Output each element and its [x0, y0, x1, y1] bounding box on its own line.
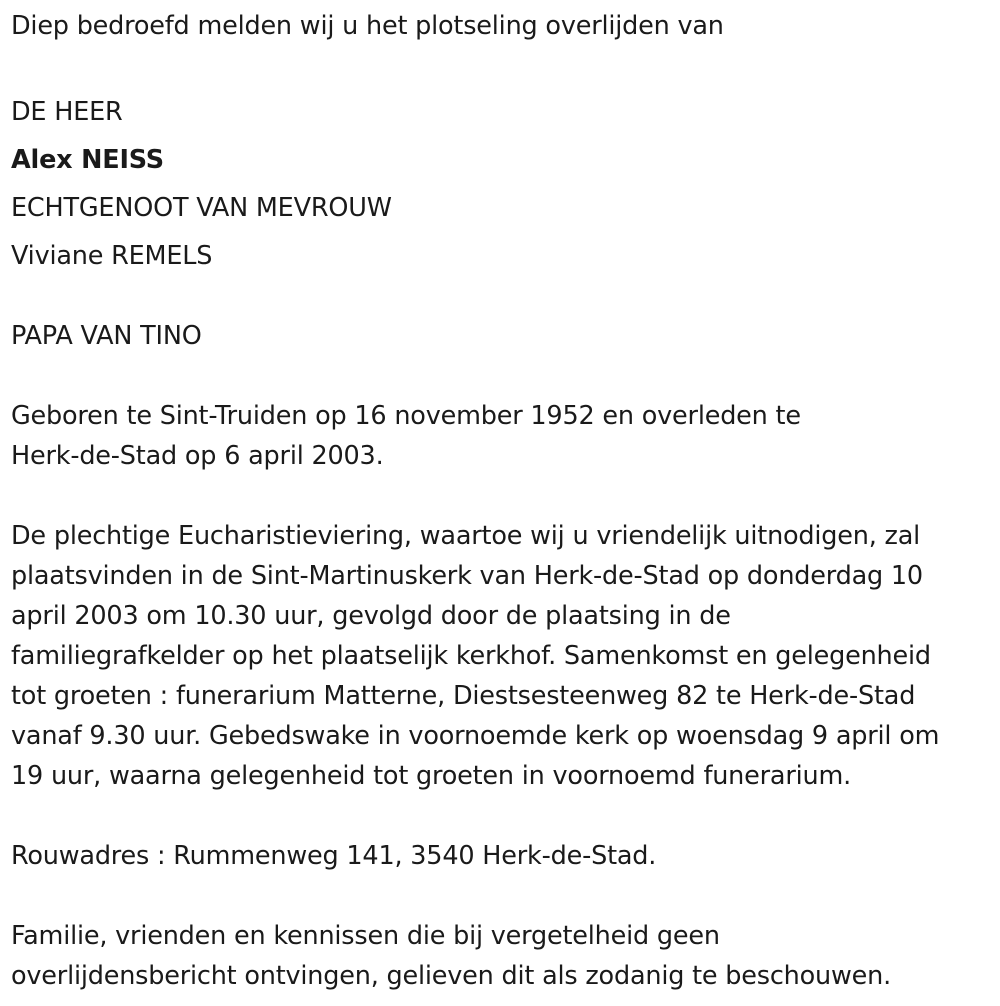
ceremony-line: plaatsvinden in de Sint-Martinuskerk van Herk-de-Stad op donderdag 10 — [11, 561, 923, 591]
ceremony-line: De plechtige Eucharistieviering, waartoe wij u vriendelijk uitnodigen, zal — [11, 521, 921, 551]
spacer — [11, 46, 996, 86]
mourning-address: Rouwadres : Rummenweg 141, 3540 Herk-de-Stad. — [11, 841, 657, 871]
ceremony-line: 19 uur, waarna gelegenheid tot groeten in voornoemd funerarium. — [11, 761, 852, 791]
ceremony-line: vanaf 9.30 uur. Gebedswake in voornoemde kerk op woensdag 9 april om — [11, 721, 940, 751]
deceased-name: Alex NEISS — [11, 145, 164, 175]
birth-death-line-2: Herk-de-Stad op 6 april 2003. — [11, 441, 384, 471]
death-notice — [11, 0, 996, 996]
closing-line-1: Familie, vrienden en kennissen die bij vergetelheid geen — [11, 921, 720, 951]
ceremony-line: familiegrafkelder op het plaatselijk kerkhof. Samenkomst en gelegenheid — [11, 641, 931, 671]
ceremony-paragraph — [11, 516, 996, 796]
closing-line-2: overlijdensbericht ontvingen, gelieven dit als zodanig te beschouwen. — [11, 961, 892, 991]
ceremony-line: tot groeten : funerarium Matterne, Diestsesteenweg 82 te Herk-de-Stad — [11, 681, 916, 711]
spacer — [11, 356, 996, 396]
spacer — [11, 796, 996, 836]
spacer — [11, 876, 996, 916]
spacer — [11, 276, 996, 316]
spouse-label: ECHTGENOOT VAN MEVROUW — [11, 193, 392, 223]
spouse-name: Viviane REMELS — [11, 241, 213, 271]
birth-death-line-1: Geboren te Sint-Truiden op 16 november 1952 en overleden te — [11, 401, 801, 431]
parent-of-text: PAPA VAN TINO — [11, 321, 202, 351]
spacer — [11, 476, 996, 516]
title-text: DE HEER — [11, 97, 123, 127]
ceremony-line: april 2003 om 10.30 uur, gevolgd door de plaatsing in de — [11, 601, 731, 631]
intro-text: Diep bedroefd melden wij u het plotseling overlijden van — [11, 11, 724, 41]
